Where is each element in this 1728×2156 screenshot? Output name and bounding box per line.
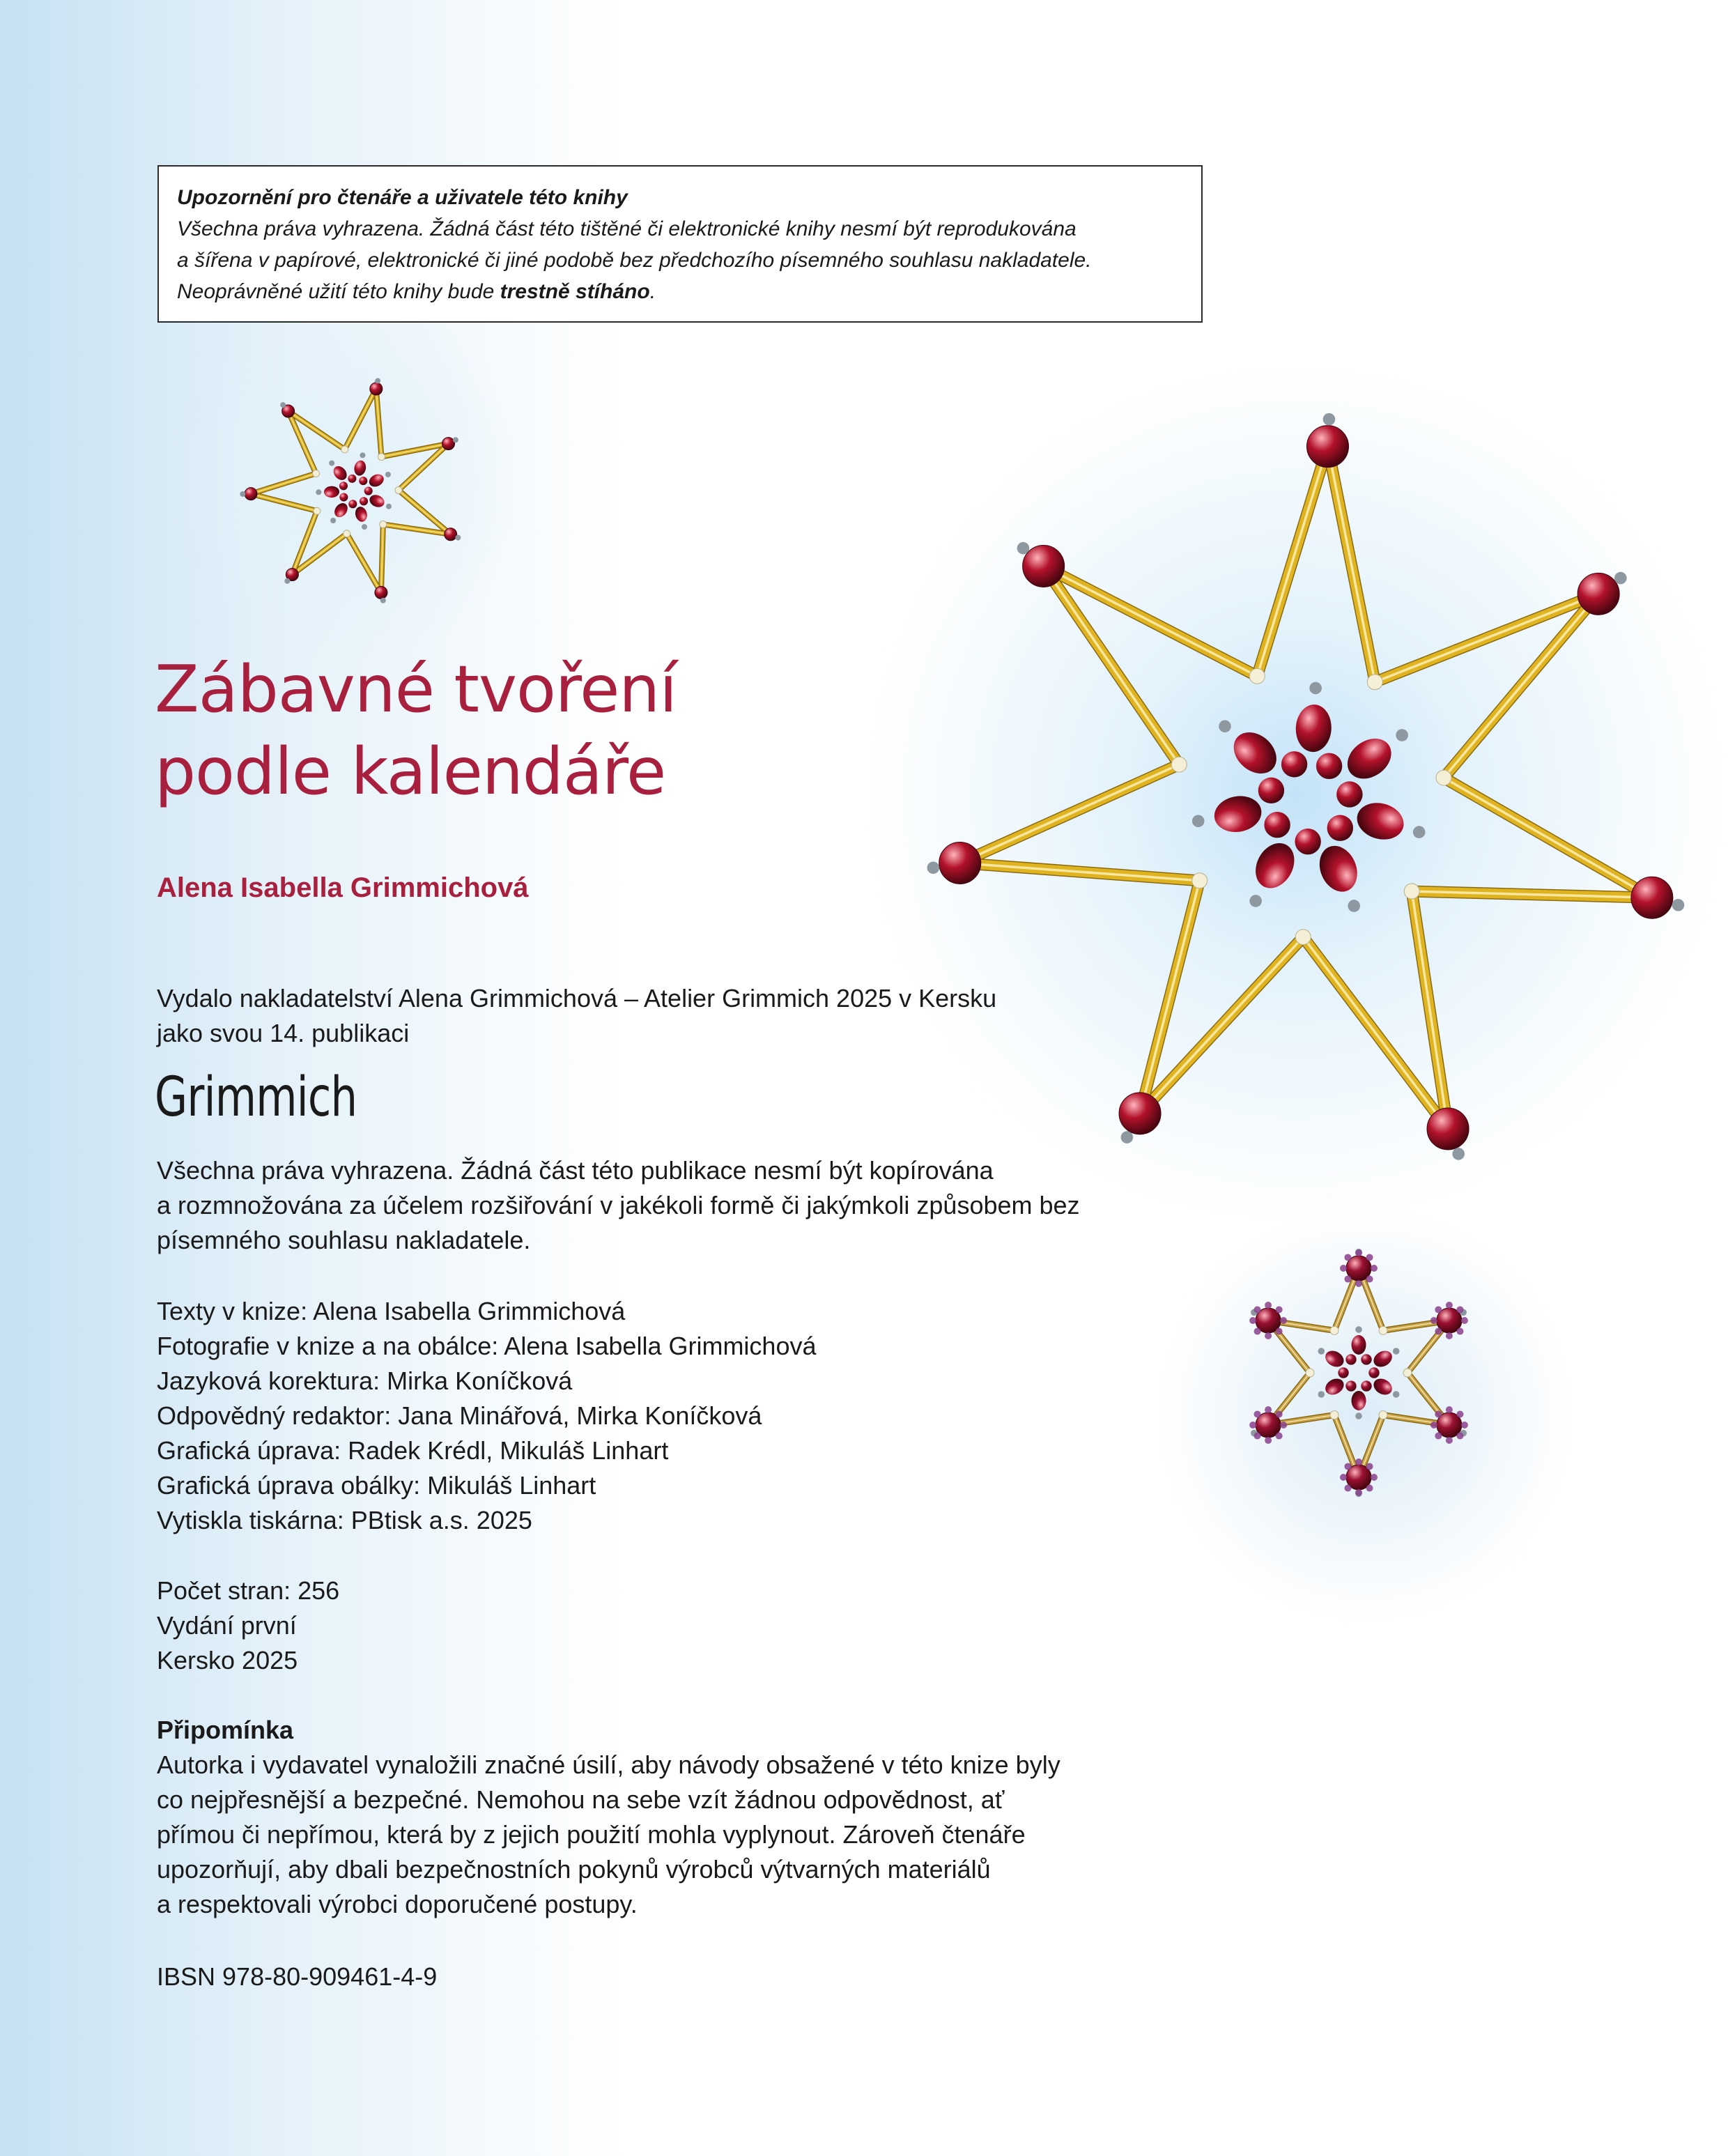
rights-line-3: písemného souhlasu nakladatele. bbox=[157, 1226, 531, 1254]
edition: Vydání první bbox=[157, 1611, 297, 1640]
book-title-line-2: podle kalendáře bbox=[155, 734, 666, 809]
copyright-notice-box bbox=[157, 165, 1203, 323]
place-year: Kersko 2025 bbox=[157, 1646, 298, 1674]
credit-texts: Texty v knize: Alena Isabella Grimmichová bbox=[157, 1297, 626, 1325]
credit-graphics: Grafická úprava: Radek Krédl, Mikuláš Linhart bbox=[157, 1436, 669, 1465]
beaded-star-purple-icon bbox=[1240, 1240, 1477, 1505]
book-title bbox=[155, 648, 956, 813]
remark-line-3: přímou či nepřímou, která by z jejich použití mohla vyplynout. Zároveň čtenáře bbox=[157, 1820, 1026, 1849]
publisher-line-1: Vydalo nakladatelství Alena Grimmichová – Atelier Grimmich 2025 v Kersku bbox=[157, 984, 997, 1012]
book-title-line-1: Zábavné tvoření bbox=[155, 652, 677, 727]
publisher-logo: Grimmich bbox=[155, 1066, 357, 1129]
remark-title: Připomínka bbox=[157, 1716, 294, 1744]
rights-line-2: a rozmnožována za účelem rozšiřování v jakékoli formě či jakýmkoli způsobem bez bbox=[157, 1191, 1080, 1219]
isbn: IBSN 978-80-909461-4-9 bbox=[157, 1962, 438, 1991]
notice-emphasis: trestně stíháno bbox=[500, 280, 650, 303]
notice-line-1: Všechna práva vyhrazena. Žádná část této tištěné či elektronické knihy nesmí být reprodukována bbox=[177, 217, 1077, 240]
notice-line-3-end: . bbox=[649, 280, 656, 303]
remark-line-1: Autorka i vydavatel vynaložili značné úsilí, aby návody obsažené v této knize byly bbox=[157, 1750, 1060, 1779]
remark-line-4: upozorňují, aby dbali bezpečnostních pokynů výrobců výtvarných materiálů bbox=[157, 1855, 991, 1884]
remark-line-2: co nejpřesnější a bezpečné. Nemohou na sebe vzít žádnou odpovědnost, ať bbox=[157, 1785, 1005, 1814]
page-count: Počet stran: 256 bbox=[157, 1576, 340, 1605]
rights-line-1: Všechna práva vyhrazena. Žádná část této publikace nesmí být kopírována bbox=[157, 1156, 994, 1185]
beaded-star-small-icon bbox=[230, 366, 481, 617]
notice-line-3-start: Neoprávněné užití této knihy bude bbox=[177, 280, 500, 303]
author-name: Alena Isabella Grimmichová bbox=[157, 872, 529, 903]
credit-photos: Fotografie v knize a na obálce: Alena Isabella Grimmichová bbox=[157, 1332, 817, 1360]
remark-section bbox=[157, 1713, 1202, 1922]
credit-printer: Vytiskla tiskárna: PBtisk a.s. 2025 bbox=[157, 1506, 532, 1534]
notice-line-2: a šířena v papírové, elektronické či jiné podobě bez předchozího písemného souhlasu nakladatele. bbox=[177, 249, 1092, 272]
remark-line-5: a respektovali výrobci doporučené postupy. bbox=[157, 1890, 638, 1918]
rights-statement bbox=[157, 1153, 1202, 1258]
credit-proofreading: Jazyková korektura: Mirka Koníčková bbox=[157, 1366, 573, 1395]
edition-info bbox=[157, 1573, 714, 1678]
publisher-line-2: jako svou 14. publikaci bbox=[157, 1019, 410, 1047]
publisher-info bbox=[157, 981, 1132, 1051]
credit-editor: Odpovědný redaktor: Jana Minářová, Mirka Koníčková bbox=[157, 1401, 762, 1430]
credits-list bbox=[157, 1294, 1202, 1538]
notice-line-3 bbox=[177, 276, 1183, 307]
notice-title: Upozornění pro čtenáře a uživatele této knihy bbox=[177, 186, 628, 209]
credit-cover-graphics: Grafická úprava obálky: Mikuláš Linhart bbox=[157, 1471, 596, 1500]
beaded-star-large-icon bbox=[927, 418, 1693, 1185]
